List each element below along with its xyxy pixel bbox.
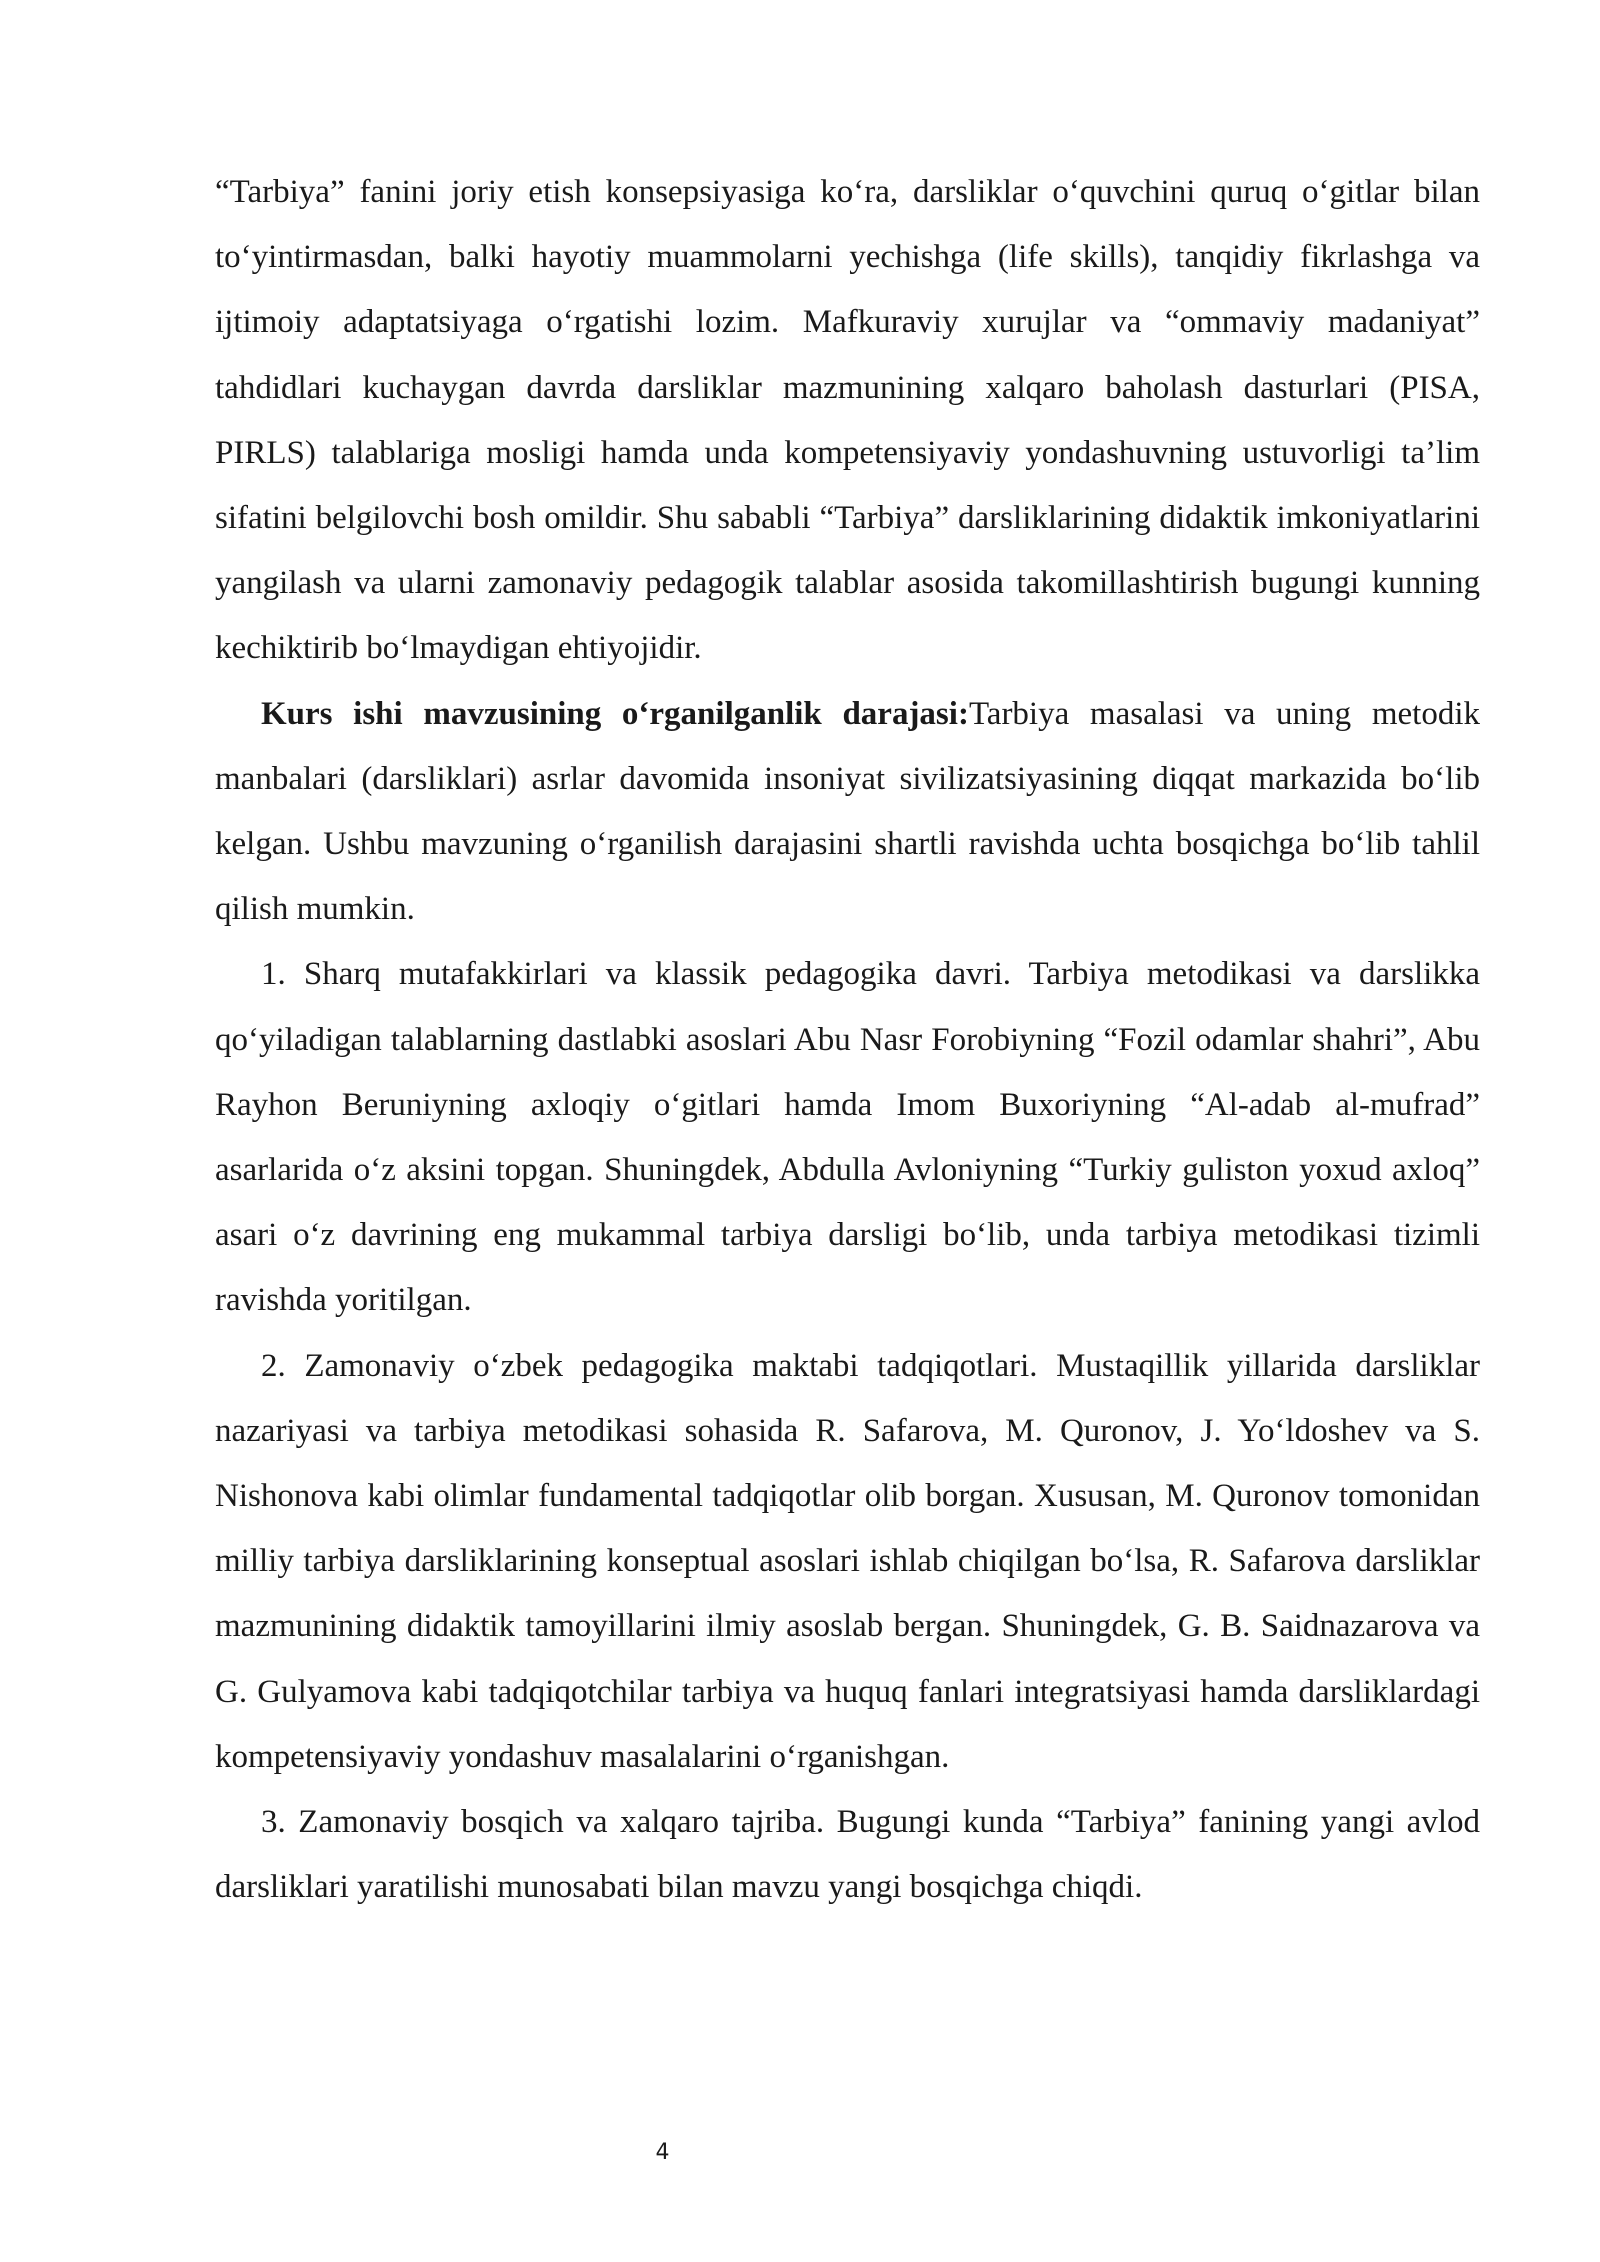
page-number: 4 [655, 2140, 670, 2165]
paragraph-intro: “Tarbiya” fanini joriy etish konsepsiyasiga ko‘ra, darsliklar o‘quvchini quruq o‘gitlar bilan to‘yintirmasdan, balki hayotiy muammolarni yechishga (life skills), tanqidiy fikrlashga va ijtimoiy adaptatsiyaga o‘rgatishi lozim. Mafkuraviy xurujlar va “ommaviy madaniyat” tahdidlari kuchaygan davrda darsliklar mazmunining xalqaro baholash dasturlari (PISA, PIRLS) talablariga mosligi hamda unda kompetensiyaviy yondashuvning ustuvorligi ta’lim sifatini belgilovchi bosh omildir. Shu sababli “Tarbiya” darsliklarining didaktik imkoniyatlarini yangilash va ularni zamonaviy pedagogik talablar asosida takomillashtirish bugungi kunning kechiktirib bo‘lmaydigan ehtiyojidir. [215, 174, 1480, 667]
section-heading-inline: Kurs ishi mavzusining o‘rganilganlik darajasi: [261, 695, 969, 732]
document-page [215, 160, 1480, 1920]
paragraph-stage-2: 2. Zamonaviy o‘zbek pedagogika maktabi tadqiqotlari. Mustaqillik yillarida darsliklar nazariyasi va tarbiya metodikasi sohasida R. Safarova, M. Quronov, J. Yo‘ldoshev va S. Nishonova kabi olimlar fundamental tadqiqotlar olib borgan. Xususan, M. Quronov tomonidan milliy tarbiya darsliklarining konseptual asoslari ishlab chiqilgan bo‘lsa, R. Safarova darsliklar mazmunining didaktik tamoyillarini ilmiy asoslab bergan. Shuningdek, G. B. Saidnazarova va G. Gulyamova kabi tadqiqotchilar tarbiya va huquq fanlari integratsiyasi hamda darsliklardagi kompetensiyaviy yondashuv masalalarini o‘rganishgan. [215, 1347, 1480, 1775]
paragraph-stage-3: 3. Zamonaviy bosqich va xalqaro tajriba. Bugungi kunda “Tarbiya” fanining yangi avlod darsliklari yaratilishi munosabati bilan mavzu yangi bosqichga chiqdi. [215, 1804, 1480, 1906]
paragraph-study-level-text: Tarbiya masalasi va uning metodik manbalari (darsliklari) asrlar davomida insoniyat sivilizatsiyasining diqqat markazida bo‘lib kelgan. Ushbu mavzuning o‘rganilish darajasini shartli ravishda uchta bosqichga bo‘lib tahlil qilish mumkin. [215, 695, 1480, 928]
paragraph-study-level [215, 682, 1480, 943]
paragraph-stage-1: 1. Sharq mutafakkirlari va klassik pedagogika davri. Tarbiya metodikasi va darslikka qo‘yiladigan talablarning dastlabki asoslari Abu Nasr Forobiyning “Fozil odamlar shahri”, Abu Rayhon Beruniyning axloqiy o‘gitlari hamda Imom Buxoriyning “Al-adab al-mufrad” asarlarida o‘z aksini topgan. Shuningdek, Abdulla Avloniyning “Turkiy guliston yoxud axloq” asari o‘z davrining eng mukammal tarbiya darsligi bo‘lib, unda tarbiya metodikasi tizimli ravishda yoritilgan. [215, 956, 1480, 1319]
